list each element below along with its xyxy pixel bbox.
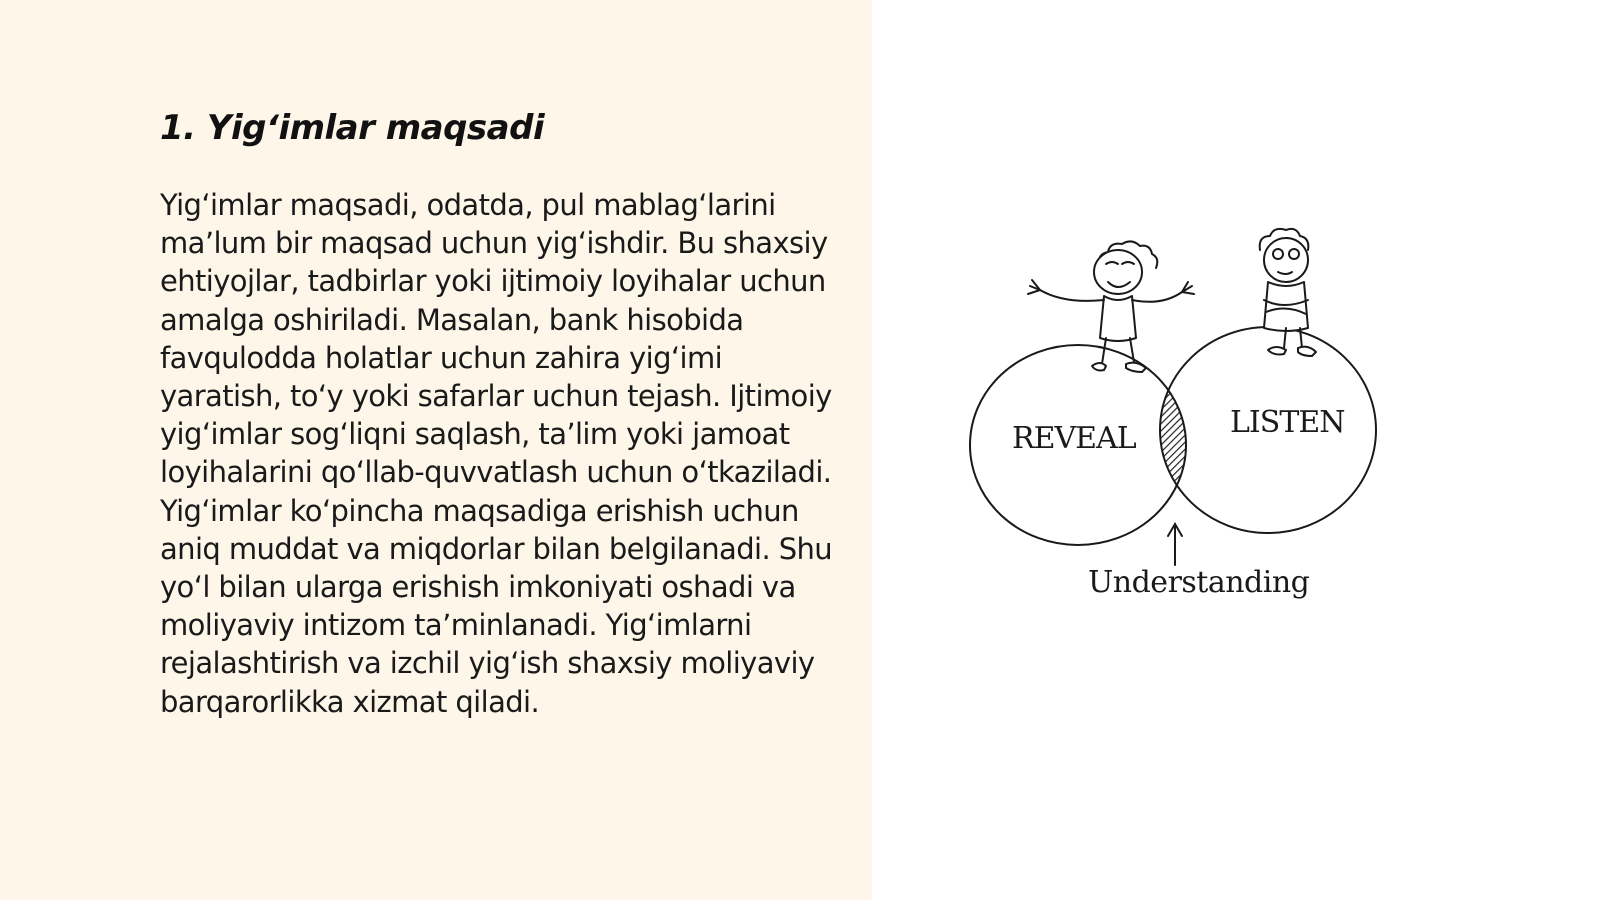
venn-diagram-drawing [968, 220, 1428, 610]
understanding-label: Understanding [1088, 565, 1310, 600]
slide-title: 1. Yig‘imlar maqsadi [160, 108, 545, 148]
reveal-label: REVEAL [1012, 421, 1136, 456]
listen-label: LISTEN [1230, 405, 1345, 440]
up-arrow-icon [1168, 524, 1182, 565]
venn-cartoon-illustration [968, 220, 1428, 610]
speaking-person-drawing [1028, 241, 1194, 372]
slide-body-text: Yig‘imlar maqsadi, odatda, pul mablag‘larini ma’lum bir maqsad uchun yig‘ishdir. Bu shaxsiy ehtiyojlar, tadbirlar yoki ijtimoiy loyihalar uchun amalga oshiriladi. Masalan, bank hisobida favqulodda holatlar uchun zahira yig‘imi yaratish, to‘y yoki safarlar uchun tejash. Ijtimoiy yig‘imlar sog‘liqni saqlash, ta’lim yoki jamoat loyihalarini qo‘llab-quvvatlash uchun o‘tkaziladi. Yig‘imlar ko‘pincha maqsadiga erishish uchun aniq muddat va miqdorlar bilan belgilanadi. Shu yo‘l bilan ularga erishish imkoniyati oshadi va moliyaviy intizom ta’minlanadi. Yig‘imlarni rejalashtirish va izchil yig‘ish shaxsiy moliyaviy barqarorlikka xizmat qiladi. [160, 188, 833, 719]
listening-person-drawing [1260, 229, 1316, 356]
